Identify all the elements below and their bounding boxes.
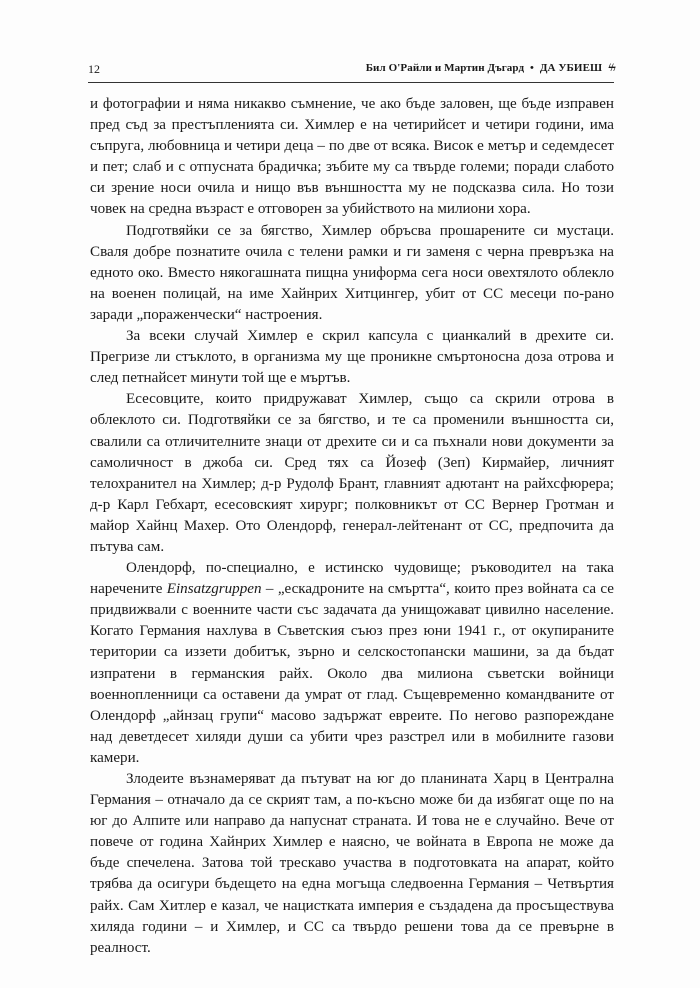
paragraph-4: Есесовците, които придружават Химлер, също са скрили отрова в облеклото си. Подготвяйки се за бягство, и те са променили външността си, свалили са отличителните знаци от дрехите си и са пъхнали нови документи за самоличност в джоба си. Сред тях са Йозеф (Зеп) Кирмайер, личният телохранител на Химлер; д-р Рудолф Брант, главният адютант на райхсфюрера; д-р Карл Гебхарт, есесовският хирург; полковникът от СС Вернер Гротман и майор Хайнц Махер. Ото Олендорф, генерал-лейтенант от СС, предпочита да пътува сам. <box>90 391 614 555</box>
page-number: 12 <box>88 62 100 76</box>
running-head-book-title: ДА УБИЕШ <box>539 62 603 74</box>
paragraph-3: За всеки случай Химлер е скрил капсула с цианкалий в дрехите си. Прегризе ли стъклото, в организма му ще проникне смъртоносна доза отрова и след петнайсет минути той ще е мъртъв. <box>90 328 614 387</box>
paragraph-1: и фотографии и няма никакво съмнение, че ако бъде заловен, ще бъде изправен пред съд за престъпленията си. Химлер е на четирийсет и четири години, има съпруга, любовница и четири деца – по две от всяка. Висок е метър и седемдесет и пет; слаб и с отпусната брадичка; зъбите му са твърде големи; поради слабото си зрение носи очила и нищо във външността му не подсказва сила. Но този човек на средна възраст е отговорен за убийството на милиони хора. <box>90 96 614 218</box>
running-head-separator: • <box>530 62 534 74</box>
ss-runes-logo: ϟϟ <box>608 62 614 74</box>
running-head <box>366 62 614 74</box>
header-rule <box>88 82 614 83</box>
paragraph-5: Олендорф, по-специално, е истинско чудовище; ръководител на така наречените Einsatzgruppen – „ескадроните на смъртта“, които през войната са се придвижвали с военните части със задачата да унищожават цивилно население. Когато Германия нахлува в Съветския съюз през юни 1941 г., от окупираните територии са иззети добитък, зърно и селскостопански машини, за да бъдат изпратени в германския райх. Около два милиона съветски войници военнопленници са оставени да умрат от глад. Същевременно командваните от Олендорф „айнзац групи“ масово задържат евреите. По негово разпореждане над деветдесет хиляди души са убити чрез разстрел или в мобилните газови камери. <box>90 560 614 766</box>
page-header <box>88 62 614 80</box>
paragraph-2: Подготвяйки се за бягство, Химлер обръсва прошарените си мустаци. Сваля добре познатите очила с телени рамки и ги заменя с черна превръзка на едното око. Вместо някогашната пищна униформа сега носи овехтялото облекло на военен полицай, на име Хайнрих Хитцингер, убит от СС месеци по-рано заради „пораженчески“ настроения. <box>90 222 614 323</box>
paragraph-6: Злодеите възнамеряват да пътуват на юг до планината Харц в Централна Германия – отначало да се скрият там, а по-късно може би да избягат още по на юг до Алпите или направо да напуснат страната. И това не е случайно. Вече от повече от година Хайнрих Химлер е наясно, че войната в Европа не може да бъде спечелена. Затова той трескаво участва в подготовката на апарат, който трябва да осигури бъдещето на една могъща следвоенна Германия – Четвъртия райх. Сам Хитлер е казал, че нацистката империя е създадена да просъществува хиляда години – и Химлер, и СС са твърдо решени това да се превърне в реалност. <box>90 771 614 956</box>
body-text <box>90 94 614 959</box>
running-head-authors: Бил О'Райли и Мартин Дъгард <box>365 62 525 74</box>
foreign-term-italic: Einsatzgruppen <box>166 581 262 598</box>
